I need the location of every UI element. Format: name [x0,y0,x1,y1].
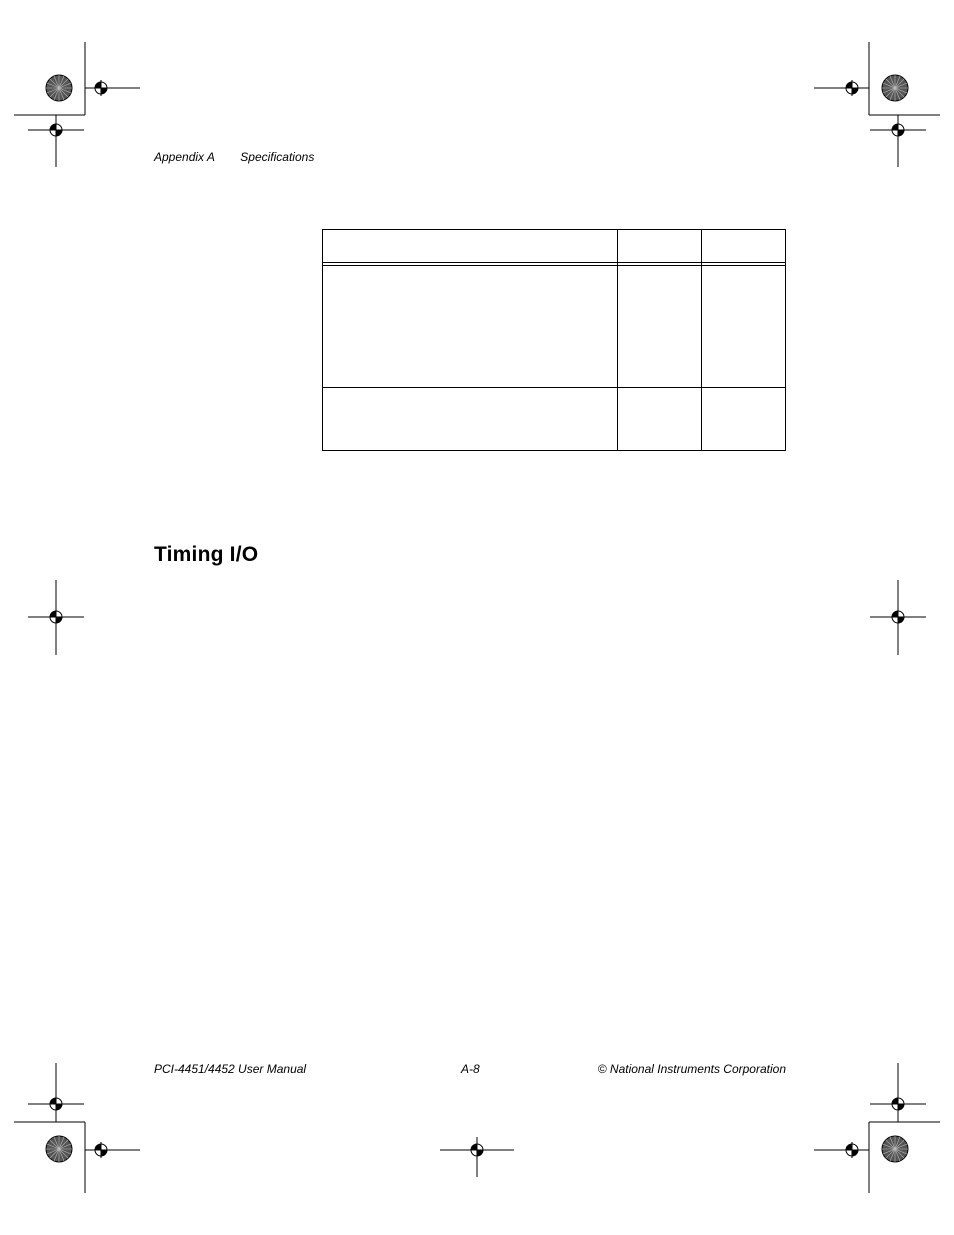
table-col-divider-2 [701,230,702,450]
section-heading: Timing I/O [154,543,259,566]
header-section: Specifications [240,150,315,164]
table-header-rule-double [323,265,785,266]
footer-page-number: A-8 [461,1062,480,1076]
header-appendix: Appendix A [154,150,215,164]
footer-copyright: © National Instruments Corporation [597,1062,786,1076]
spec-table [322,229,786,451]
table-row-divider [323,387,785,388]
running-header [154,150,336,164]
table-col-divider-1 [617,230,618,450]
footer-manual: PCI-4451/4452 User Manual [154,1062,307,1076]
table-header-rule [323,262,785,263]
